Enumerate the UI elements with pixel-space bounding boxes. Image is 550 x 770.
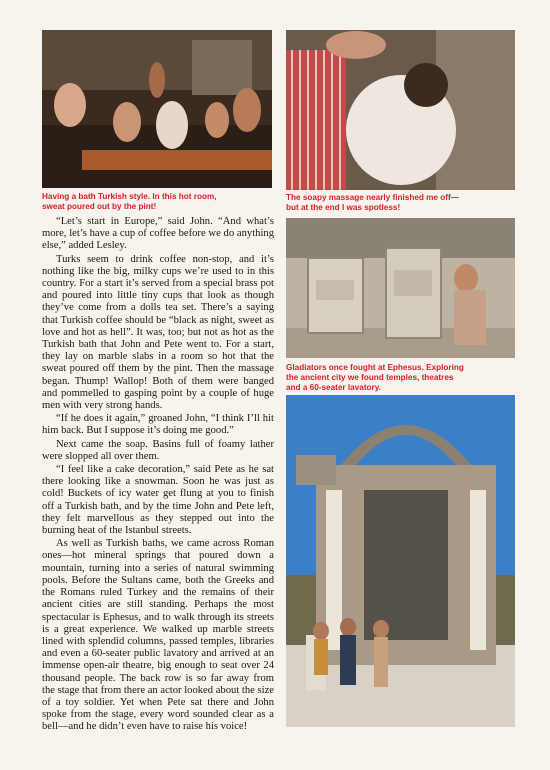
article-paragraph: Turks seem to drink coffee non-stop, and it’s nothing like the big, milky cups we’re used to in this country. For a start it’s served from a special brass pot and poured into little tiny cups that look as though they’ve come from a dolls tea set. There’s a saying that Turkish coffee should be “black as night, sweet as love and hot as hell”. It was, too; but not as hot as the Turkish bath that John and Pete went to. For a start, they lay on marble slabs in a room so hot that the sweat poured off them by the pint. Then the massage began. Thump! Wallop! Both of them were banged and pommelled to gasping point by a couple of huge men with very strong hands.: [42, 253, 274, 412]
soapy-massage-caption: The soapy massage nearly finished me off— but at the end I was spotless!: [286, 193, 459, 212]
article-paragraph: “I feel like a cake decoration,” said Pete as he sat there looking like a snowman. Soon he was just as cold! Buckets of icy water get flung at you to finish off a Turkish bath, and by the time John and Pete left, they felt marvellous as they stepped out into the burning heat of the Istanbul streets.: [42, 464, 274, 537]
article-body: [42, 216, 274, 734]
article-paragraph: As well as Turkish baths, we came across Roman ones—hot mineral springs that poured down a mountain, turning into a series of natural swimming pools. Before the Sultans came, both the Greeks and the Romans ruled Turkey and the remains of their ancient cities are still standing. Perhaps the most spectacular is Ephesus, and to walk through its streets is a great experience. We walked up marble streets lined with splendid columns, passed temples, libraries and even a 60-seater public lavatory and arrived at an immense open-air theatre, big enough to seat over 24 thousand people. The back row is so far away from the stage that from there an actor looked about the size of a toy soldier. Yet when Pete sat there and John spoke from the stage, every word sounded clear as a bell—and he didn’t even have to raise his voice!: [42, 538, 274, 733]
article-paragraph: Next came the soap. Basins full of foamy lather were slopped all over them.: [42, 438, 274, 462]
ephesus-caption: Gladiators once fought at Ephesus. Exploring the ancient city we found temples, theatres and a 60-seater lavatory.: [286, 363, 464, 392]
article-paragraph: “Let’s start in Europe,” said John. “And what’s more, let’s have a cup of coffee before we do anything else,” added Lesley.: [42, 216, 274, 252]
turkish-bath-caption: Having a bath Turkish style. In this hot room, sweat poured out by the pint!: [42, 192, 217, 211]
turkish-bath-photo: [42, 30, 272, 188]
article-paragraph: “If he does it again,” groaned John, “I think I’ll hit him back. But I suppose it’s doing me good.”: [42, 413, 274, 437]
ephesus-temple-photo: [286, 395, 515, 727]
soapy-massage-photo: [286, 30, 515, 190]
ephesus-ruins-photo: [286, 218, 515, 358]
